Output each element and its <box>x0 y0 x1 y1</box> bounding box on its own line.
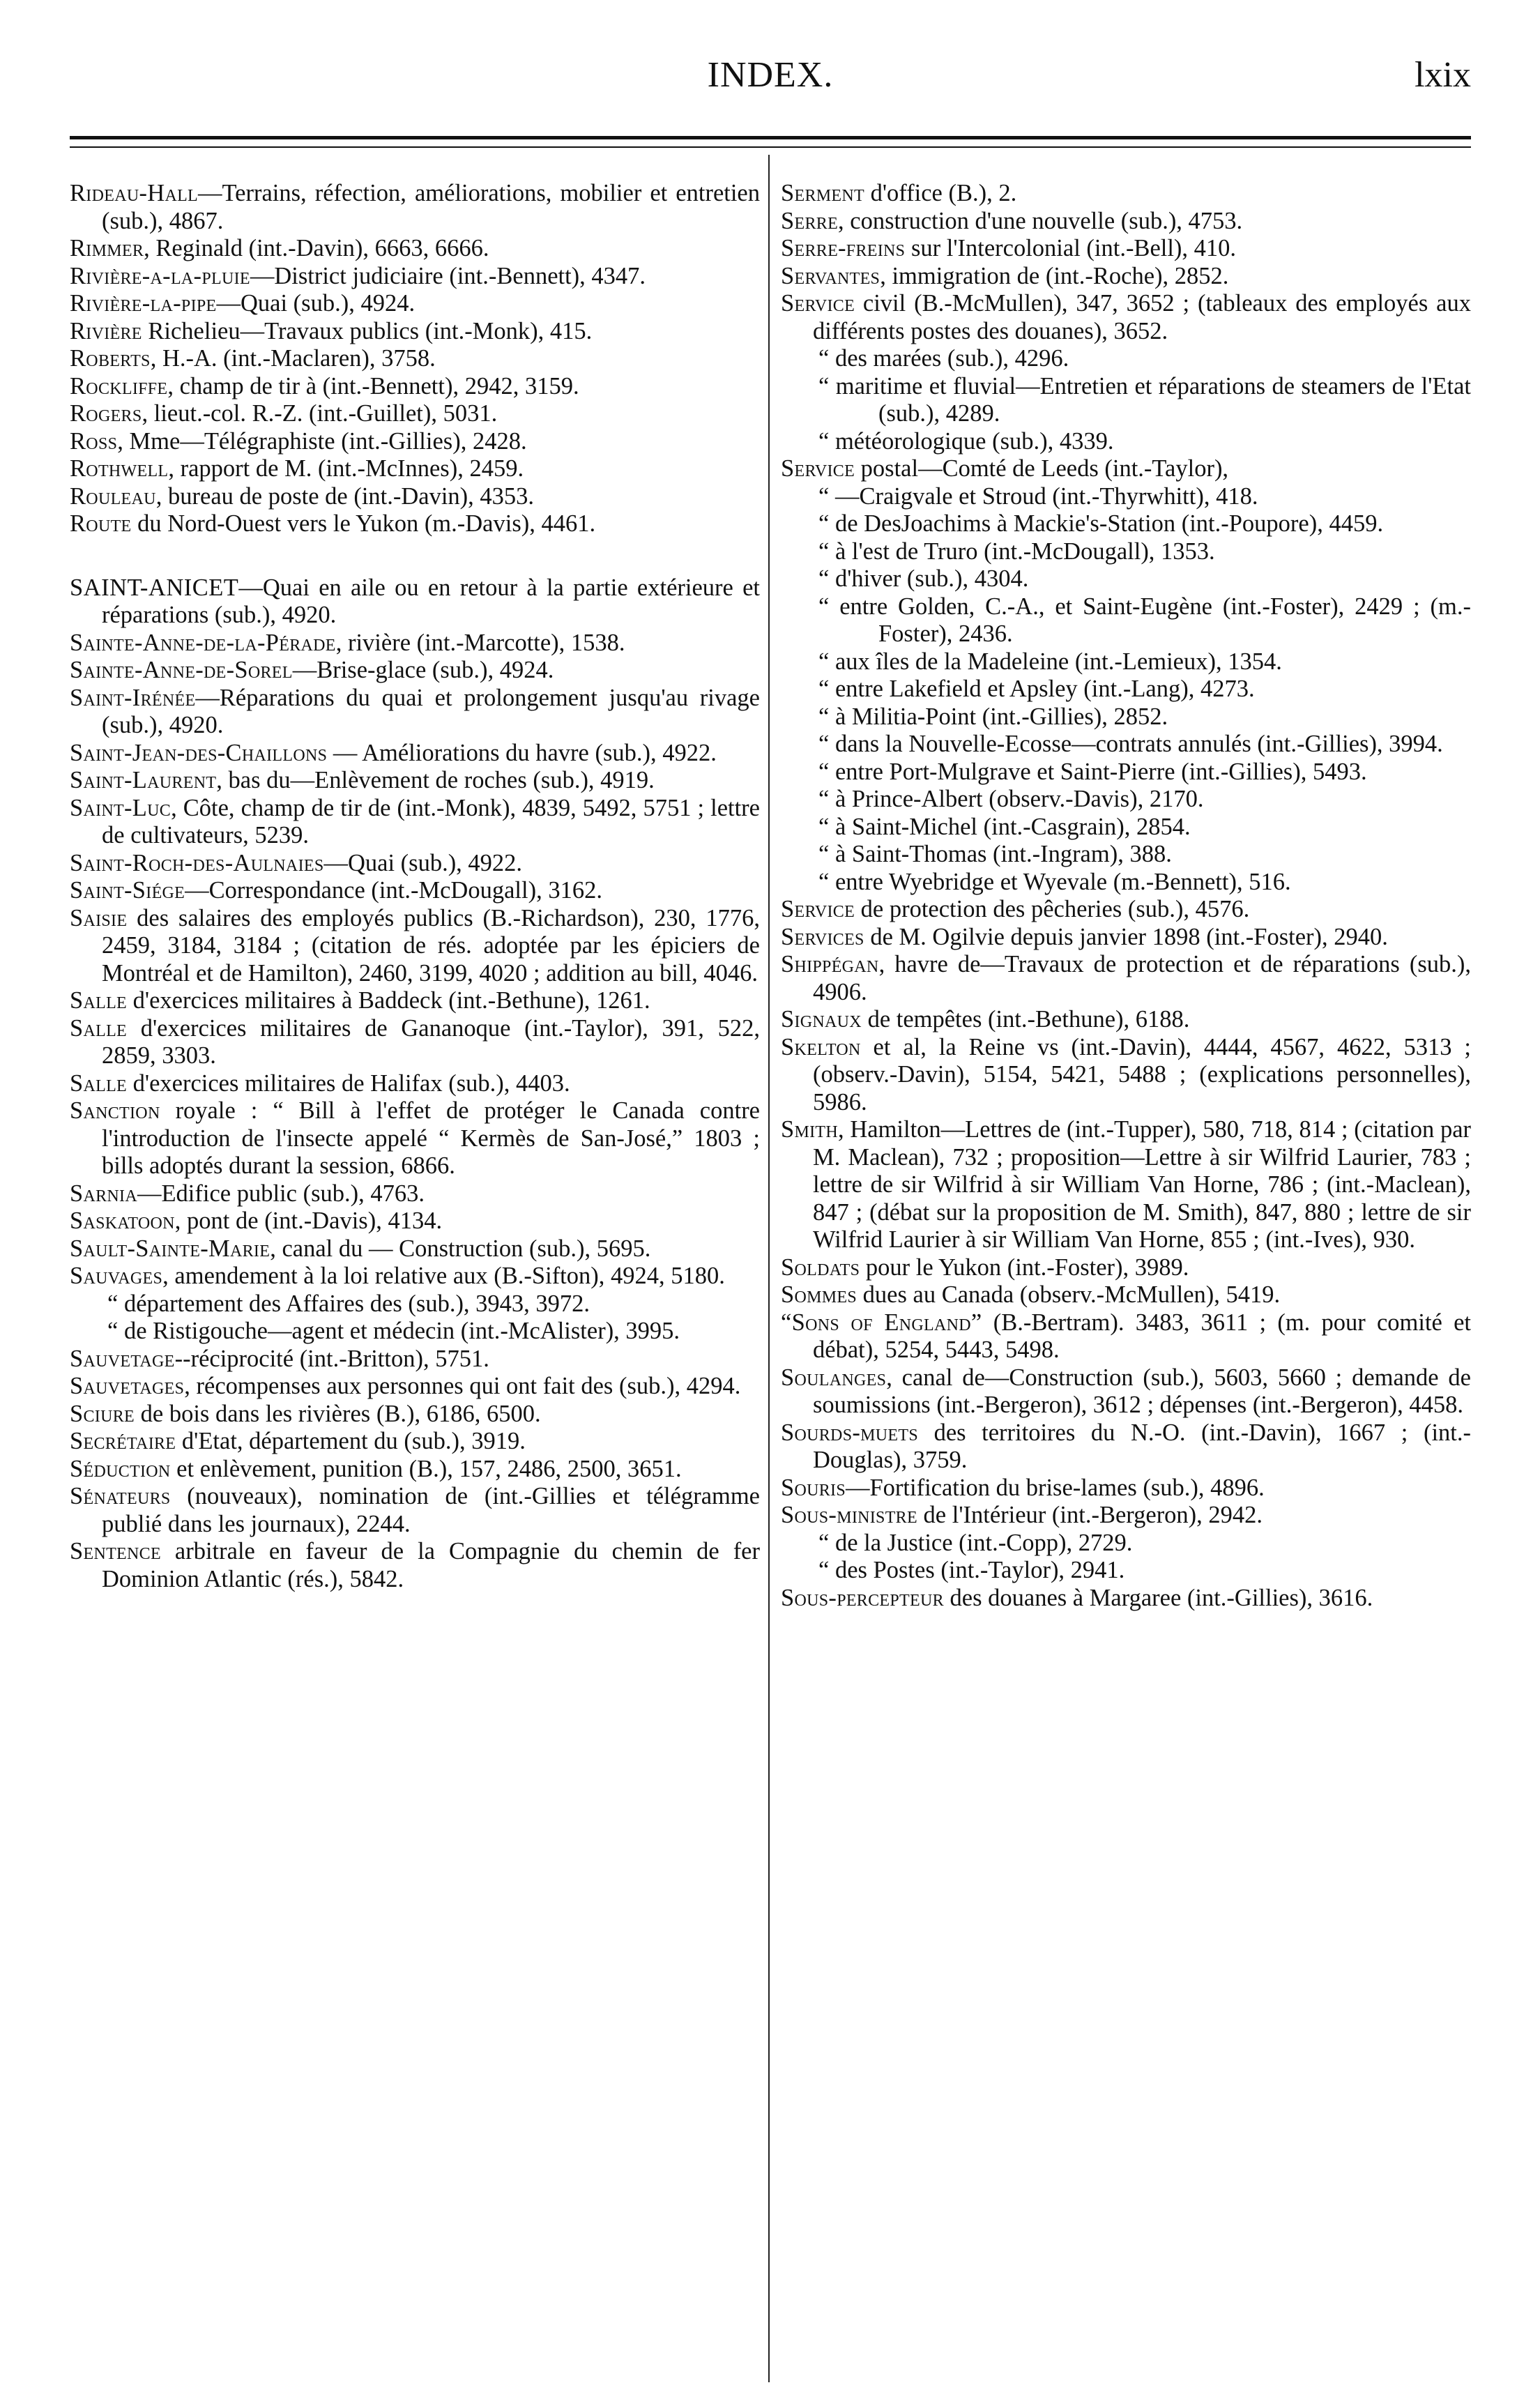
index-entry-text: des salaires des employés publics (B.-Richardson), 230, 1776, 2459, 3184, 3184 ; (citation de rés. adoptée par les épiciers de Montréal et de Hamilton), 2460, 3199, 4020 ; addition au bill, 4046. <box>102 904 760 987</box>
index-entry-text: d'office (B.), 2. <box>864 180 1017 206</box>
index-entry <box>781 455 1471 483</box>
index-entry <box>781 1116 1471 1254</box>
index-entry-text: “ à Saint-Thomas (int.-Ingram), 388. <box>818 841 1172 867</box>
index-subentry <box>781 428 1471 456</box>
index-entry-heading: Saint-Siége <box>70 877 185 904</box>
index-entry <box>70 180 760 235</box>
index-entry <box>781 1309 1471 1364</box>
index-entry <box>70 987 760 1015</box>
index-entry-text: royale : “ Bill à l'effet de protéger le Canada contre l'introduction de l'insecte appelé “ Kermès de San-José,” 1803 ; bills adoptés durant la session, 6866. <box>102 1097 760 1179</box>
index-entry <box>70 1401 760 1429</box>
index-entry-heading: Smith <box>781 1116 839 1143</box>
header-rule-thick <box>70 136 1471 139</box>
index-entry <box>781 924 1471 952</box>
index-entry-heading: Sénateurs <box>70 1483 171 1509</box>
index-subentry <box>781 814 1471 841</box>
index-entry-text: —Quai (sub.), 4924. <box>216 290 416 317</box>
index-entry-heading: Sauvetages <box>70 1373 185 1399</box>
index-entry-text: de tempêtes (int.-Bethune), 6188. <box>861 1006 1190 1033</box>
index-entry-heading: Secrétaire <box>70 1428 176 1454</box>
index-entry-heading: Sauvages <box>70 1263 163 1289</box>
index-entry-heading: Salle <box>70 987 127 1014</box>
index-entry <box>70 400 760 428</box>
index-entry-heading: Saint-Laurent <box>70 767 217 793</box>
index-entry <box>781 1254 1471 1282</box>
index-entry-heading: Rogers <box>70 400 142 427</box>
index-entry-text: “ des marées (sub.), 4296. <box>818 345 1069 372</box>
index-entry-text: d'exercices militaires à Baddeck (int.-Bethune), 1261. <box>127 987 650 1014</box>
index-entry <box>70 455 760 483</box>
index-entry-heading: Rivière-a-la-pluie <box>70 262 250 289</box>
index-entry-heading: Saskatoon <box>70 1208 175 1234</box>
index-entry-text: “ de la Justice (int.-Copp), 2729. <box>818 1529 1133 1556</box>
index-entry-heading: Sauvetage <box>70 1345 175 1372</box>
index-subentry <box>781 841 1471 869</box>
index-entry-heading: Service <box>781 290 855 317</box>
index-entry <box>781 263 1471 291</box>
index-entry <box>70 630 760 657</box>
index-entry-text: —Correspondance (int.-McDougall), 3162. <box>185 877 602 904</box>
index-entry-text: et al, la Reine vs (int.-Davin), 4444, 4567, 4622, 5313 ; (observ.-Davin), 5154, 5421, 5488 ; (explications personnelles), 5986. <box>813 1033 1471 1115</box>
index-subentry <box>781 345 1471 373</box>
index-entry-heading: Sainte-Anne-de-la-Pérade <box>70 629 336 656</box>
index-entry-heading: Saint-Irénée <box>70 684 196 711</box>
index-entry <box>70 850 760 878</box>
index-entry-text: “ d'hiver (sub.), 4304. <box>818 565 1029 592</box>
index-entry-text: de protection des pêcheries (sub.), 4576. <box>855 896 1250 922</box>
index-entry <box>70 1015 760 1070</box>
index-entry-text: , bas du—Enlèvement de roches (sub.), 4919. <box>216 767 655 793</box>
index-subentry <box>781 1557 1471 1585</box>
index-entry <box>781 1006 1471 1034</box>
index-entry <box>781 1502 1471 1530</box>
index-entry-heading: Sommes <box>781 1281 857 1308</box>
index-subentry <box>70 1318 760 1346</box>
index-entry <box>781 1419 1471 1475</box>
index-entry-heading: Services <box>781 923 864 950</box>
index-entry <box>70 373 760 401</box>
index-subentry <box>781 483 1471 511</box>
index-entry-heading: “Sons of England” <box>781 1309 982 1336</box>
index-entry-text: dues au Canada (observ.-McMullen), 5419. <box>857 1281 1281 1308</box>
index-entry-text: “ dans la Nouvelle-Ecosse—contrats annulés (int.-Gillies), 3994. <box>818 731 1443 757</box>
index-entry <box>70 428 760 456</box>
index-entry-text: des douanes à Margaree (int.-Gillies), 3616. <box>943 1584 1373 1611</box>
index-entry-text: “ à Saint-Michel (int.-Casgrain), 2854. <box>818 813 1191 840</box>
index-entry <box>70 1428 760 1456</box>
index-entry-text: , champ de tir à (int.-Bennett), 2942, 3159. <box>167 372 579 399</box>
index-entry <box>781 1281 1471 1309</box>
index-entry-heading: Skelton <box>781 1033 861 1060</box>
index-subentry <box>781 869 1471 897</box>
index-subentry <box>781 703 1471 731</box>
index-subentry <box>781 676 1471 703</box>
index-entry-heading: Rideau-Hall <box>70 180 199 206</box>
index-entry-heading: Rimmer <box>70 235 144 261</box>
index-entry <box>781 1034 1471 1117</box>
index-entry-text: , pont de (int.-Davis), 4134. <box>174 1208 443 1234</box>
index-entry <box>70 767 760 795</box>
index-entry <box>781 1475 1471 1502</box>
index-entry-text: —Terrains, réfection, améliorations, mobilier et entretien (sub.), 4867. <box>102 180 760 234</box>
index-entry <box>70 657 760 685</box>
index-entry-heading: Salle <box>70 1014 127 1042</box>
index-entry <box>781 951 1471 1006</box>
index-entry-heading: Serre <box>781 207 839 234</box>
index-entry-text: “ entre Port-Mulgrave et Saint-Pierre (int.-Gillies), 5493. <box>818 758 1367 785</box>
index-entry-heading: Servantes <box>781 262 880 289</box>
index-entry-heading: Roberts <box>70 345 151 372</box>
index-subentry <box>781 786 1471 814</box>
index-entry-text: , canal de—Construction (sub.), 5603, 5660 ; demande de soumissions (int.-Bergeron), 3612 ; dépenses (int.-Bergeron), 4458. <box>813 1364 1471 1418</box>
index-subentry <box>781 1530 1471 1558</box>
index-entry-heading: Shippégan <box>781 951 879 977</box>
index-entry-text: , Mme—Télégraphiste (int.-Gillies), 2428. <box>117 427 527 455</box>
index-entry <box>70 1235 760 1263</box>
index-entry-text: “ à l'est de Truro (int.-McDougall), 1353. <box>818 538 1215 565</box>
index-entry-heading: Rockliffe <box>70 372 168 399</box>
index-entry-text: —Réparations du quai et prolongement jusqu'au rivage (sub.), 4920. <box>102 684 760 738</box>
index-entry-heading: Saint-Luc <box>70 794 171 821</box>
index-entry <box>781 235 1471 263</box>
index-entry-text: “ des Postes (int.-Taylor), 2941. <box>818 1557 1125 1583</box>
index-entry-text: d'Etat, département du (sub.), 3919. <box>176 1428 526 1454</box>
index-entry-text: des territoires du N.-O. (int.-Davin), 1667 ; (int.-Douglas), 3759. <box>813 1419 1471 1473</box>
index-entry-text: , récompenses aux personnes qui ont fait des (sub.), 4294. <box>184 1373 741 1399</box>
index-entry <box>70 574 760 630</box>
index-entry-text: sur l'Intercolonial (int.-Bell), 410. <box>905 235 1237 261</box>
index-entry <box>70 510 760 538</box>
index-entry-text: civil (B.-McMullen), 347, 3652 ; (tableaux des employés aux différents postes des douanes), 3652. <box>813 290 1471 344</box>
index-entry-text: —Brise-glace (sub.), 4924. <box>292 657 554 683</box>
index-entry-text: , rapport de M. (int.-McInnes), 2459. <box>168 455 524 482</box>
header-rule-thin <box>70 146 1471 148</box>
index-entry-heading: Rivière-la-pipe <box>70 290 217 317</box>
index-entry-heading: Rothwell <box>70 455 169 482</box>
index-entry-heading: Service <box>781 896 855 922</box>
index-entry-heading: Serre-freins <box>781 235 906 261</box>
index-entry <box>781 180 1471 208</box>
index-entry-heading: Séduction <box>70 1455 171 1482</box>
index-entry-heading: Sainte-Anne-de-Sorel <box>70 657 293 683</box>
index-entry <box>70 1456 760 1484</box>
index-entry-text: “ entre Golden, C.-A., et Saint-Eugène (int.-Foster), 2429 ; (m.-Foster), 2436. <box>818 593 1471 647</box>
index-entry-heading: Sciure <box>70 1400 135 1427</box>
column-divider <box>768 155 770 2382</box>
index-entry <box>70 1538 760 1593</box>
index-entry-text: de M. Ogilvie depuis janvier 1898 (int.-Foster), 2940. <box>864 923 1388 950</box>
index-entry-heading: Sarnia <box>70 1180 137 1207</box>
index-entry-text: de bois dans les rivières (B.), 6186, 6500. <box>135 1400 541 1427</box>
index-entry-heading: Sourds-muets <box>781 1419 918 1446</box>
index-entry <box>70 1070 760 1098</box>
index-entry <box>781 1585 1471 1613</box>
index-subentry <box>781 648 1471 676</box>
index-entry-text: , bureau de poste de (int.-Davin), 4353. <box>155 482 535 510</box>
index-entry <box>70 345 760 373</box>
index-subentry <box>781 759 1471 786</box>
index-entry-text: —Quai en aile ou en retour à la partie extérieure et réparations (sub.), 4920. <box>102 574 760 628</box>
index-subentry <box>781 538 1471 566</box>
index-entry-heading: SAINT-ANICET <box>70 574 239 601</box>
index-entry <box>70 235 760 263</box>
index-entry-text: , havre de—Travaux de protection et de réparations (sub.), 4906. <box>813 951 1471 1005</box>
index-entry-heading: Saint-Jean-des-Chaillons <box>70 739 328 766</box>
running-head <box>70 47 1471 117</box>
index-entry-text: “ de Ristigouche—agent et médecin (int.-McAlister), 3995. <box>107 1318 680 1344</box>
index-entry-text: , Hamilton—Lettres de (int.-Tupper), 580, 718, 814 ; (citation par M. Maclean), 732 ; proposition—Lettre à sir Wilfrid Laurier, 783 ; lettre de sir Wilfrid à sir William Van Horne, 786 ; (int.-Maclean), 847 ; (débat sur la proposition de M. Smith), 847, 880 ; lettre de sir Wilfrid Laurier à sir William Van Horne, 855 ; (int.-Ives), 930. <box>813 1116 1471 1253</box>
index-entry-text: —Quai (sub.), 4922. <box>323 849 523 876</box>
index-entry <box>70 290 760 318</box>
index-entry-text: “ maritime et fluvial—Entretien et réparations de steamers de l'Etat (sub.), 4289. <box>818 372 1471 427</box>
index-entry-heading: Ross <box>70 427 118 455</box>
index-entry-text: , Côte, champ de tir de (int.-Monk), 4839, 5492, 5751 ; lettre de cultivateurs, 5239. <box>102 794 760 848</box>
index-entry-text: de l'Intérieur (int.-Bergeron), 2942. <box>917 1502 1263 1528</box>
index-entry-heading: Salle <box>70 1069 127 1097</box>
index-entry-text: (B.-Bertram). 3483, 3611 ; (m. pour comité et débat), 5254, 5443, 5498. <box>813 1309 1471 1363</box>
index-entry-text: “ météorologique (sub.), 4339. <box>818 427 1114 455</box>
page-number: lxix <box>1415 55 1471 95</box>
index-entry-text: “ de DesJoachims à Mackie's-Station (int.-Poupore), 4459. <box>818 510 1384 537</box>
index-entry-text: “ département des Affaires des (sub.), 3943, 3972. <box>107 1290 590 1317</box>
index-entry <box>70 1483 760 1538</box>
index-entry-text: et enlèvement, punition (B.), 157, 2486, 2500, 3651. <box>170 1455 682 1482</box>
index-entry <box>70 318 760 346</box>
index-entry <box>70 740 760 768</box>
index-entry-text: , lieut.-col. R.-Z. (int.-Guillet), 5031. <box>142 400 498 427</box>
index-entry <box>70 1208 760 1235</box>
index-entry-text: “ à Militia-Point (int.-Gillies), 2852. <box>818 703 1168 730</box>
index-column-right <box>781 180 1471 1612</box>
index-entry-heading: Signaux <box>781 1006 862 1033</box>
index-entry <box>70 1346 760 1373</box>
index-entry-heading: Rouleau <box>70 482 156 510</box>
index-subentry <box>781 373 1471 428</box>
index-entry <box>70 685 760 740</box>
index-entry-text: —Edifice public (sub.), 4763. <box>137 1180 425 1207</box>
index-entry-heading: Sous-percepteur <box>781 1584 944 1611</box>
index-entry <box>70 1373 760 1401</box>
index-entry-heading: Service <box>781 455 855 482</box>
index-entry-text: — Améliorations du havre (sub.), 4922. <box>327 739 717 766</box>
index-entry-text: “ entre Lakefield et Apsley (int.-Lang), 4273. <box>818 676 1255 702</box>
index-entry-text: d'exercices militaires de Gananoque (int.-Taylor), 391, 522, 2859, 3303. <box>102 1014 760 1069</box>
index-entry-text: , Reginald (int.-Davin), 6663, 6666. <box>144 235 489 261</box>
index-entry-heading: Route <box>70 510 132 537</box>
index-entry-heading: Serment <box>781 180 864 206</box>
index-entry-heading: Sault-Sainte-Marie <box>70 1235 270 1262</box>
index-entry-text: d'exercices militaires de Halifax (sub.), 4403. <box>127 1069 570 1097</box>
index-entry-text: , construction d'une nouvelle (sub.), 4753. <box>838 207 1243 234</box>
index-entry <box>781 208 1471 236</box>
index-entry-text: postal—Comté de Leeds (int.-Taylor), <box>855 455 1229 482</box>
index-column-left <box>70 180 760 1593</box>
index-entry <box>781 896 1471 924</box>
index-entry-text: —District judiciaire (int.-Bennett), 4347. <box>250 262 646 289</box>
index-entry <box>781 1364 1471 1419</box>
index-subentry <box>781 510 1471 538</box>
index-entry <box>70 483 760 511</box>
index-entry-text: , H.-A. (int.-Maclaren), 3758. <box>150 345 436 372</box>
index-entry-text: pour le Yukon (int.-Foster), 3989. <box>860 1254 1189 1281</box>
index-entry-text: , canal du — Construction (sub.), 5695. <box>270 1235 651 1262</box>
index-entry <box>70 263 760 291</box>
index-entry-text: “ —Craigvale et Stroud (int.-Thyrwhitt), 418. <box>818 482 1258 510</box>
index-entry-text: “ entre Wyebridge et Wyevale (m.-Bennett), 516. <box>818 868 1291 895</box>
index-entry-heading: Saint-Roch-des-Aulnaies <box>70 849 324 876</box>
index-entry-heading: Saisie <box>70 904 128 931</box>
index-entry <box>70 1097 760 1180</box>
index-entry-heading: Sous-ministre <box>781 1502 917 1528</box>
index-entry <box>70 905 760 988</box>
index-entry-text: --réciprocité (int.-Britton), 5751. <box>174 1345 489 1372</box>
index-entry <box>70 1180 760 1208</box>
index-entry <box>70 795 760 850</box>
index-entry-text: —Fortification du brise-lames (sub.), 4896. <box>846 1474 1265 1501</box>
index-entry <box>70 1263 760 1290</box>
index-subentry <box>781 593 1471 648</box>
index-entry-text: arbitrale en faveur de la Compagnie du chemin de fer Dominion Atlantic (rés.), 5842. <box>102 1538 760 1592</box>
index-entry-heading: Rivière <box>70 317 142 344</box>
index-entry-heading: Souris <box>781 1474 846 1501</box>
index-subentry <box>781 731 1471 759</box>
index-subentry <box>781 565 1471 593</box>
index-entry <box>781 290 1471 345</box>
index-entry-text: “ à Prince-Albert (observ.-Davis), 2170. <box>818 786 1204 812</box>
index-entry-text: du Nord-Ouest vers le Yukon (m.-Davis), 4461. <box>131 510 596 537</box>
index-entry-text: , immigration de (int.-Roche), 2852. <box>880 262 1229 289</box>
index-entry-text: , rivière (int.-Marcotte), 1538. <box>335 629 625 656</box>
index-entry-heading: Soulanges <box>781 1364 887 1391</box>
index-entry-text: “ aux îles de la Madeleine (int.-Lemieux), 1354. <box>818 648 1282 675</box>
index-entry-heading: Sanction <box>70 1097 160 1124</box>
index-entry-text: , amendement à la loi relative aux (B.-Sifton), 4924, 5180. <box>162 1263 725 1289</box>
index-entry-heading: Sentence <box>70 1538 161 1564</box>
index-entry <box>70 877 760 905</box>
index-subentry <box>70 1290 760 1318</box>
index-entry-heading: Soldats <box>781 1254 860 1281</box>
page-title: INDEX. <box>707 55 834 95</box>
index-entry-text: (nouveaux), nomination de (int.-Gillies et télégramme publié dans les journaux), 2244. <box>102 1483 760 1537</box>
index-entry-text: Richelieu—Travaux publics (int.-Monk), 415. <box>142 317 593 344</box>
